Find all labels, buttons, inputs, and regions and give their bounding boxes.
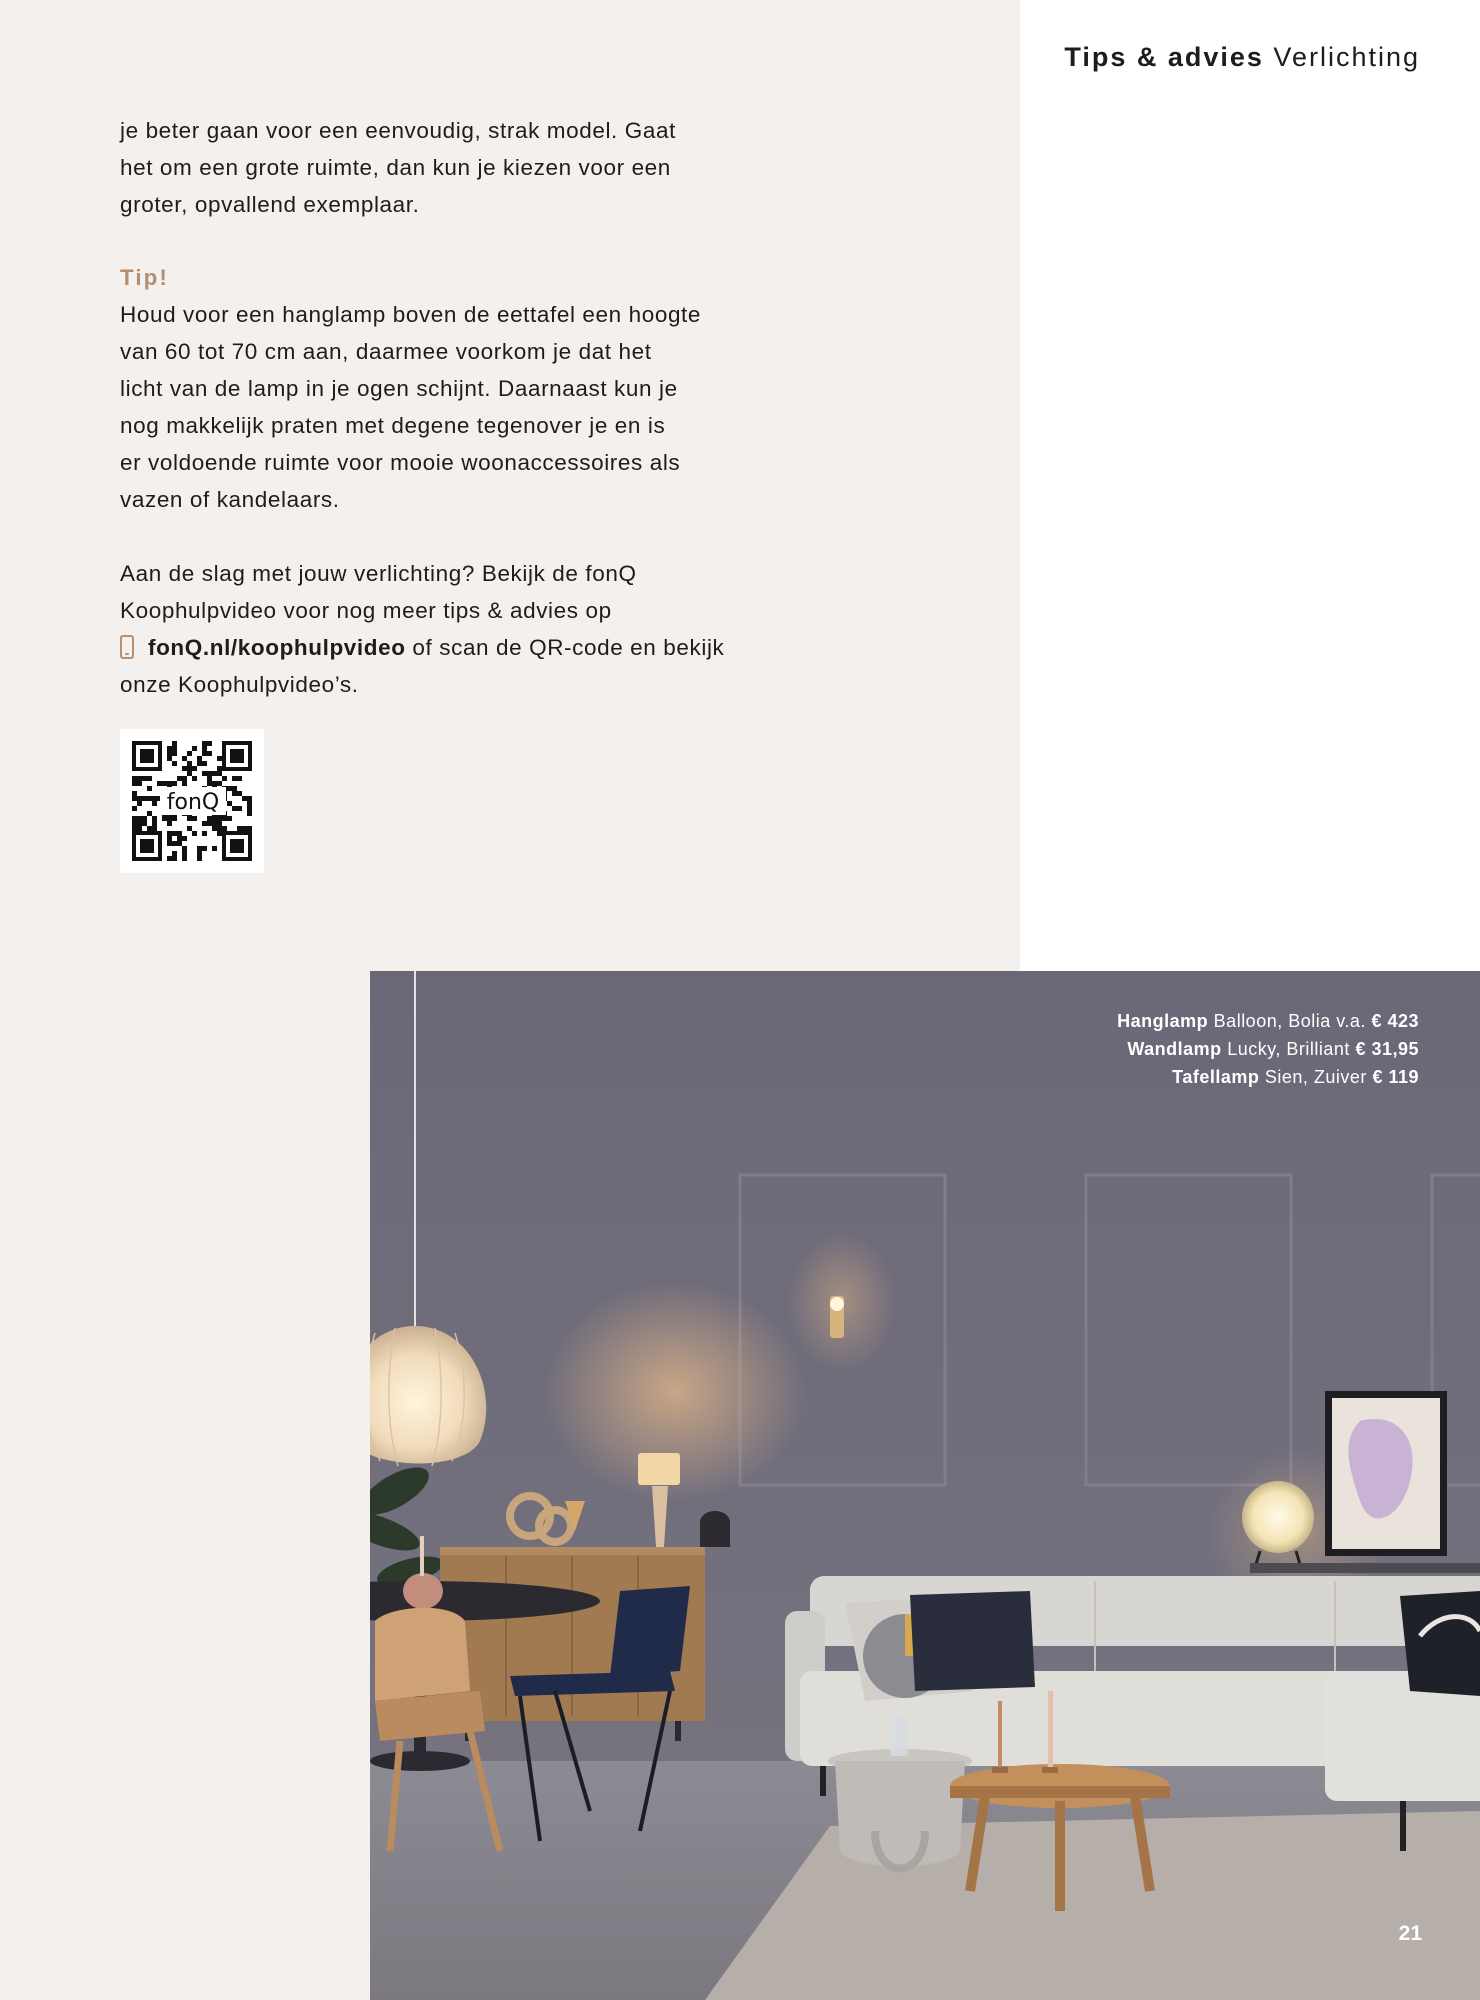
living-room-photo — [370, 971, 1480, 2000]
koophulpvideo-link[interactable]: fonQ.nl/koophulpvideo — [148, 635, 406, 660]
qr-code-graphic — [120, 729, 264, 873]
tip-line: nog makkelijk praten met degene tegenover je en is — [120, 413, 666, 438]
header-topic: Verlichting — [1273, 42, 1420, 72]
caption-price: € 31,95 — [1355, 1039, 1419, 1059]
tip-line: licht van de lamp in je ogen schijnt. Daarnaast kun je — [120, 376, 678, 401]
product-caption — [1117, 1007, 1419, 1091]
caption-type: Wandlamp — [1127, 1039, 1222, 1059]
cta-line: Aan de slag met jouw verlichting? Bekijk de fonQ — [120, 561, 637, 586]
article-body — [120, 112, 780, 703]
caption-name: Sien, Zuiver — [1264, 1067, 1367, 1087]
tip-line: Houd voor een hanglamp boven de eettafel een hoogte — [120, 302, 702, 327]
phone-icon — [120, 635, 134, 659]
caption-row — [1117, 1007, 1419, 1035]
page-header — [1064, 42, 1420, 73]
tip-label: Tip! — [120, 265, 169, 290]
cta-line: onze Koophulpvideo’s. — [120, 672, 359, 697]
caption-type: Hanglamp — [1117, 1011, 1209, 1031]
caption-price: € 119 — [1372, 1067, 1419, 1087]
living-room-illustration — [370, 971, 1480, 2000]
intro-line: groter, opvallend exemplaar. — [120, 192, 420, 217]
caption-type: Tafellamp — [1172, 1067, 1260, 1087]
intro-line: je beter gaan voor een eenvoudig, strak model. Gaat — [120, 118, 676, 143]
qr-logo-text: fonQ — [166, 790, 220, 815]
tip-line: er voldoende ruimte voor mooie woonaccessoires als — [120, 450, 681, 475]
caption-row — [1117, 1063, 1419, 1091]
qr-code[interactable] — [120, 729, 264, 873]
page-number: 21 — [1398, 1922, 1422, 1945]
caption-row — [1117, 1035, 1419, 1063]
cta-link-line — [120, 629, 780, 666]
caption-price: € 423 — [1371, 1011, 1419, 1031]
caption-name: Lucky, Brilliant — [1227, 1039, 1350, 1059]
caption-name: Balloon, Bolia v.a. — [1213, 1011, 1366, 1031]
cta-after-link: of scan de QR-code en bekijk — [405, 635, 725, 660]
intro-line: het om een grote ruimte, dan kun je kiezen voor een — [120, 155, 671, 180]
cta-line: Koophulpvideo voor nog meer tips & advies op — [120, 598, 612, 623]
tip-line: vazen of kandelaars. — [120, 487, 340, 512]
tip-line: van 60 tot 70 cm aan, daarmee voorkom je dat het — [120, 339, 652, 364]
header-section: Tips & advies — [1064, 42, 1264, 72]
